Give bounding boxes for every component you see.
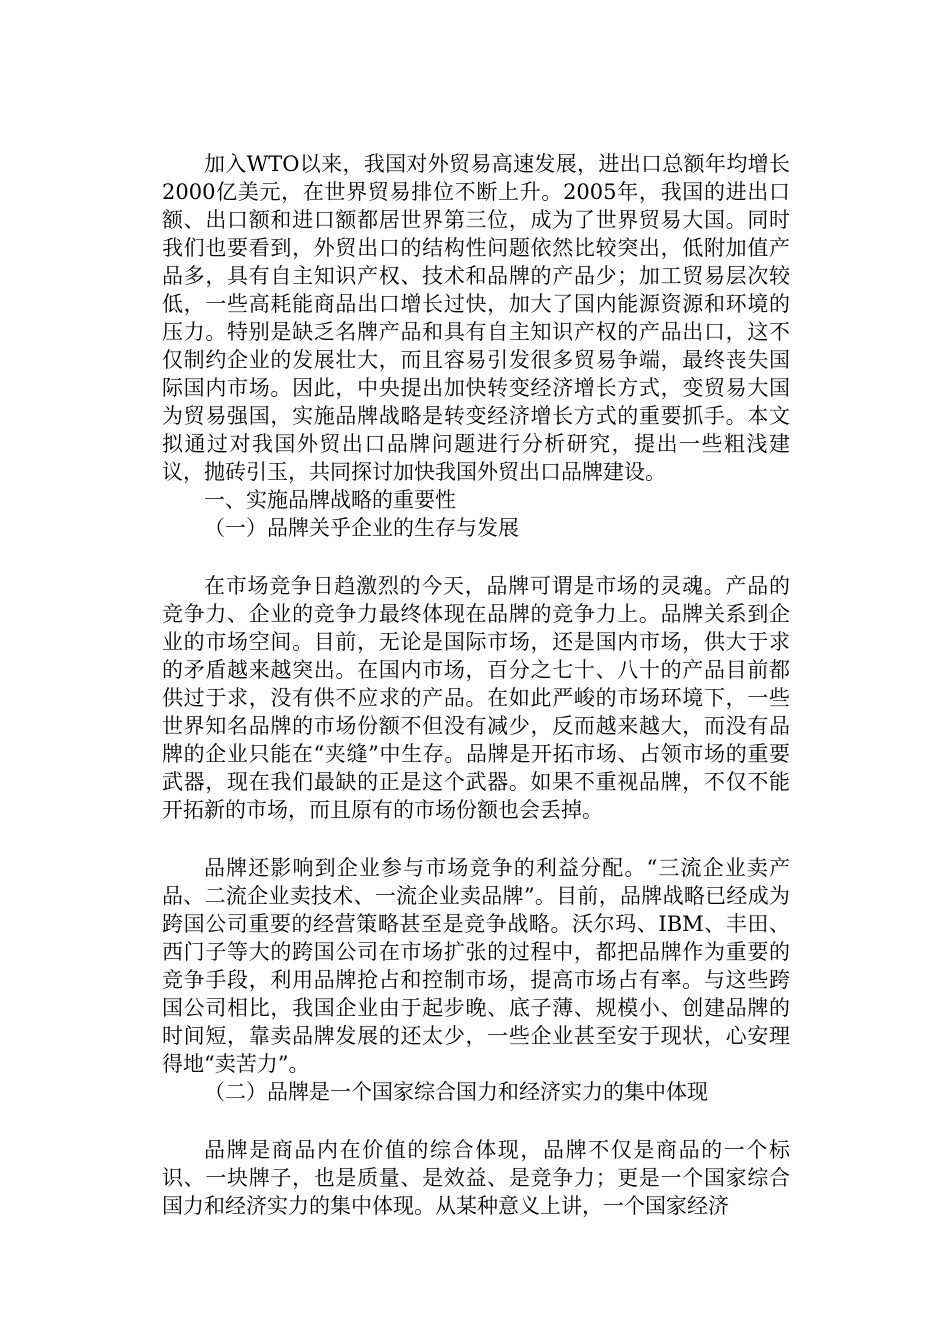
intro-paragraph: 加入WTO以来，我国对外贸易高速发展，进出口总额年均增长2000亿美元，在世界贸易排位不断上升。2005年，我国的进出口额、出口额和进口额都居世界第三位，成为了世界贸易大国。同时我们也要看到，外贸出口的结构性问题依然比较突出，低附加值产品多，具有自主知识产权、技术和品牌的产品少；加工贸易层次较低，一些高耗能商品出口增长过快，加大了国内能源资源和环境的压力。特别是缺乏名牌产品和具有自主知识产权的产品出口，这不仅制约企业的发展壮大，而且容易引发很多贸易争端，最终丧失国际国内市场。因此，中央提出加快转变经济增长方式，变贸易大国为贸易强国，实施品牌战略是转变经济增长方式的重要抓手。本文拟通过对我国外贸出口品牌问题进行分析研究，提出一些粗浅建议，抛砖引玉，共同探讨加快我国外贸出口品牌建设。 <box>162 152 790 484</box>
body-paragraph: 品牌是商品内在价值的综合体现，品牌不仅是商品的一个标识、一块牌子，也是质量、是效益、是竞争力；更是一个国家综合国力和经济实力的集中体现。从某种意义上讲，一个国家经济 <box>162 1138 790 1218</box>
subsection-heading: （二）品牌是一个国家综合国力和经济实力的集中体现 <box>204 1080 708 1104</box>
body-paragraph: 品牌还影响到企业参与市场竞争的利益分配。“三流企业卖产品、二流企业卖技术、一流企业卖品牌”。目前，品牌战略已经成为跨国公司重要的经营策略甚至是竞争战略。沃尔玛、IBM、丰田、西门子等大的跨国公司在市场扩张的过程中，都把品牌作为重要的竞争手段，利用品牌抢占和控制市场，提高市场占有率。与这些跨国公司相比，我国企业由于起步晚、底子薄、规模小、创建品牌的时间短，靠卖品牌发展的还太少，一些企业甚至安于现状，心安理得地“卖苦力”。 <box>162 856 790 1076</box>
document-body <box>162 150 790 1220</box>
subsection-heading: （一）品牌关乎企业的生存与发展 <box>204 516 519 540</box>
section-heading: 一、实施品牌战略的重要性 <box>204 488 456 512</box>
body-paragraph: 在市场竞争日趋激烈的今天，品牌可谓是市场的灵魂。产品的竞争力、企业的竞争力最终体现在品牌的竞争力上。品牌关系到企业的市场空间。目前，无论是国际市场，还是国内市场，供大于求的矛盾越来越突出。在国内市场，百分之七十、八十的产品目前都供过于求，没有供不应求的产品。在如此严峻的市场环境下，一些世界知名品牌的市场份额不但没有减少，反而越来越大，而没有品牌的企业只能在“夹缝”中生存。品牌是开拓市场、占领市场的重要武器，现在我们最缺的正是这个武器。如果不重视品牌，不仅不能开拓新的市场，而且原有的市场份额也会丢掉。 <box>162 574 790 822</box>
